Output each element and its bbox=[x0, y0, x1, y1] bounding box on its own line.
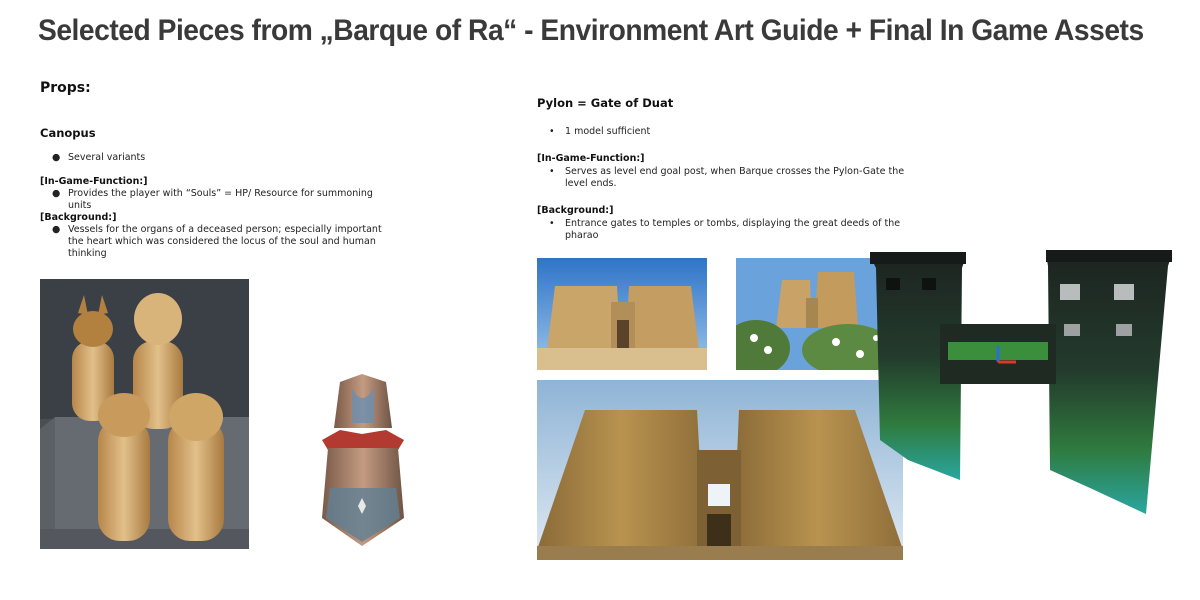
pylon-background-text: Entrance gates to temples or tombs, displaying the great deeds of the pharao bbox=[565, 218, 901, 241]
bullet-icon: • bbox=[549, 218, 555, 229]
pylon-ingame-asset bbox=[870, 250, 1175, 520]
pylon-ingame-bullet bbox=[549, 166, 905, 190]
pylon-bullet-text: 1 model sufficient bbox=[565, 126, 651, 137]
pylon-heading: Pylon = Gate of Duat bbox=[537, 96, 674, 110]
temple-photo-2 bbox=[736, 258, 886, 370]
canopus-ingame-bullet bbox=[52, 188, 398, 212]
bullet-icon: • bbox=[549, 126, 555, 137]
canopus-ingame-text: Provides the player with “Souls” = HP/ Resource for summoning units bbox=[68, 188, 373, 211]
temple-photo-1 bbox=[537, 258, 707, 370]
bullet-icon: ● bbox=[52, 152, 61, 163]
canopus-background-text: Vessels for the organs of a deceased person; especially important the heart which was considered the locus of the soul and human thinking bbox=[68, 224, 382, 259]
props-heading: Props: bbox=[40, 80, 91, 96]
pylon-ingame-label: [In-Game-Function:] bbox=[537, 153, 645, 164]
canopus-heading: Canopus bbox=[40, 126, 96, 140]
pylon-background-label: [Background:] bbox=[537, 205, 614, 216]
canopus-ingame-asset bbox=[300, 368, 425, 553]
pylon-ingame-text: Serves as level end goal post, when Barque crosses the Pylon-Gate the level ends. bbox=[565, 166, 905, 189]
page-title: Selected Pieces from „Barque of Ra“ - Environment Art Guide + Final In Game Assets bbox=[38, 14, 1144, 47]
bullet-icon: • bbox=[549, 166, 555, 177]
pylon-bullet-model bbox=[549, 126, 651, 138]
canopus-background-bullet bbox=[52, 224, 398, 260]
canopus-background-label: [Background:] bbox=[40, 212, 117, 223]
pylon-background-bullet bbox=[549, 218, 905, 242]
temple-photo-3 bbox=[537, 380, 903, 560]
bullet-icon: ● bbox=[52, 224, 61, 235]
canopus-ingame-label: [In-Game-Function:] bbox=[40, 176, 148, 187]
canopus-bullet-text: Several variants bbox=[68, 152, 146, 163]
canopic-jars-photo bbox=[40, 279, 249, 549]
bullet-icon: ● bbox=[52, 188, 61, 199]
canopus-bullet-variants bbox=[52, 152, 146, 164]
